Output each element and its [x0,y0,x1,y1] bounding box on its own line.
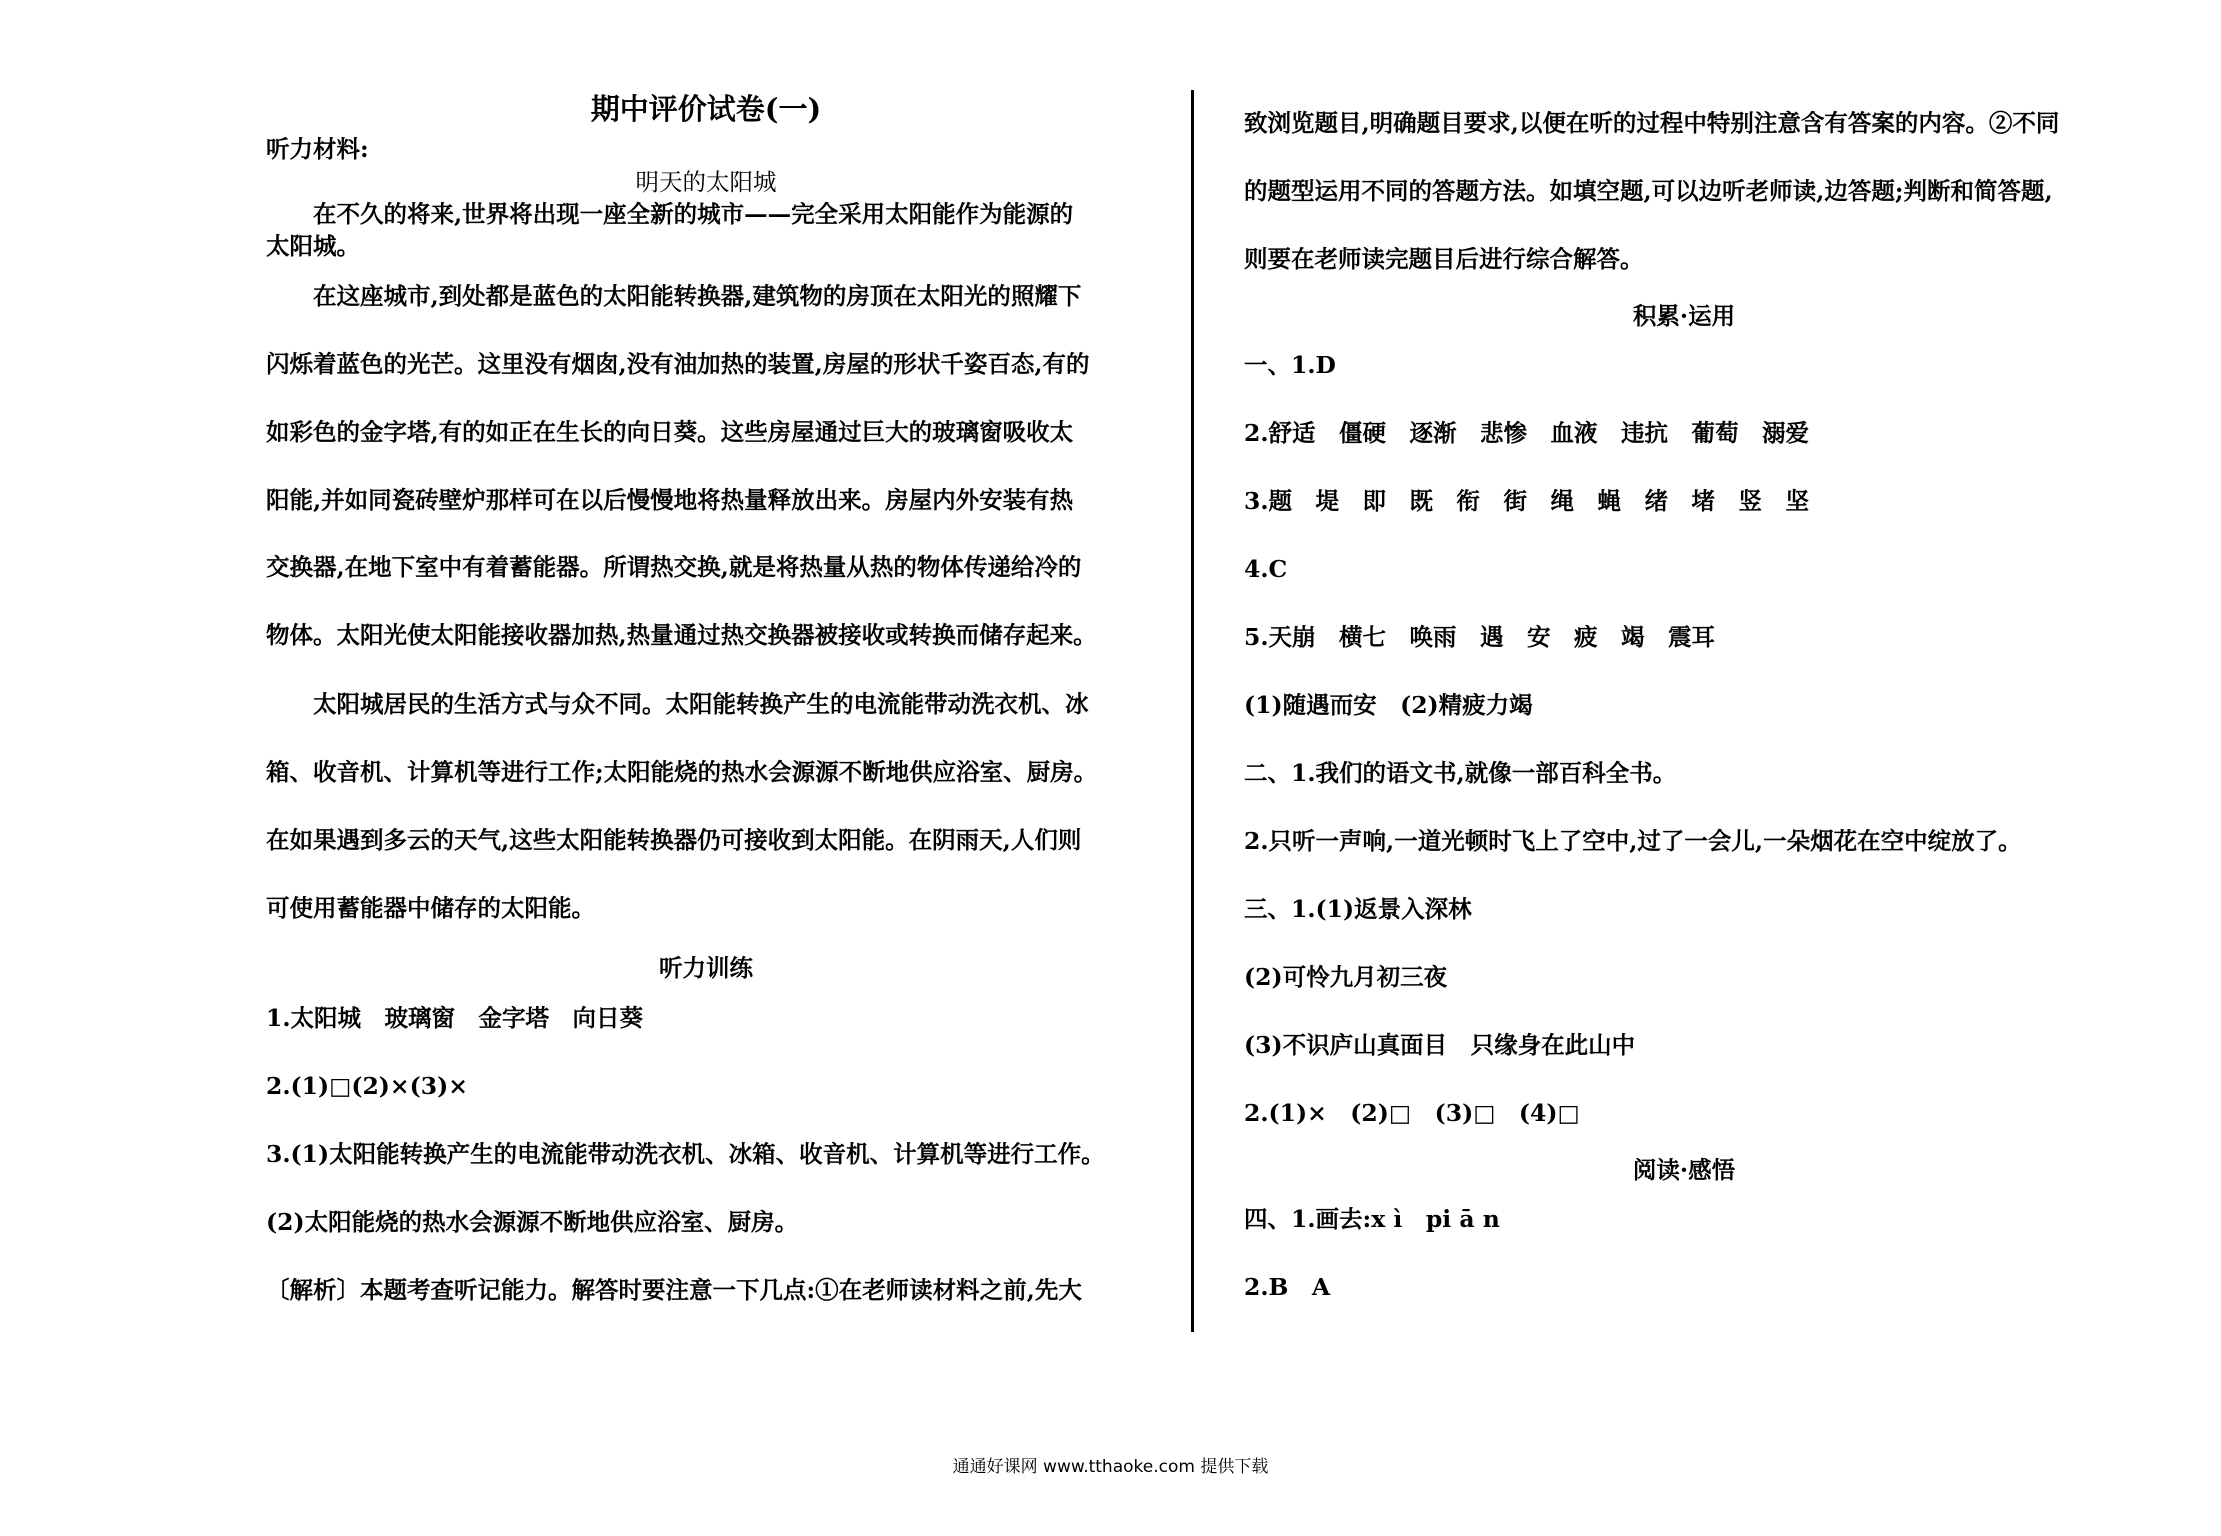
continued-line: 致浏览题目,明确题目要求,以便在听的过程中特别注意含有答案的内容。②不同 [1244,109,2060,137]
answer-line: 3.(1)太阳能转换产生的电流能带动洗衣机、冰箱、收音机、计算机等进行工作。 [266,1140,1105,1168]
answer-line: 2.B A [1244,1273,1331,1301]
passage-line: 如彩色的金字塔,有的如正在生长的向日葵。这些房屋通过巨大的玻璃窗吸收太 [266,418,1074,446]
section-heading-listening: 听力训练 [659,954,753,982]
answer-line: 〔解析〕本题考查听记能力。解答时要注意一下几点:①在老师读材料之前,先大 [266,1276,1082,1304]
footer-credit: 通通好课网 www.tthaoke.com 提供下载 [952,1457,1269,1477]
answer-line: (3)不识庐山真面目 只缘身在此山中 [1244,1031,1636,1059]
answer-line: 一、1.D [1244,351,1336,379]
section-heading-reading: 阅读·感悟 [1632,1156,1736,1184]
answer-line: 四、1.画去:x ì pi ā n [1244,1205,1500,1233]
passage-line: 可使用蓄能器中储存的太阳能。 [266,894,595,922]
answer-line: 4.C [1244,555,1288,583]
passage-line: 太阳城。 [266,232,360,260]
answer-line: (1)随遇而安 (2)精疲力竭 [1244,691,1533,719]
answer-line: 5.天崩 横七 唤雨 遇 安 疲 竭 震耳 [1244,623,1716,651]
answer-line: 2.只听一声响,一道光顿时飞上了空中,过了一会儿,一朵烟花在空中绽放了。 [1244,827,2022,855]
answer-line: 三、1.(1)返景入深林 [1244,895,1472,923]
passage-line: 在这座城市,到处都是蓝色的太阳能转换器,建筑物的房顶在太阳光的照耀下 [266,282,1082,310]
page-title: 期中评价试卷(一) [590,92,822,126]
passage-line: 在如果遇到多云的天气,这些太阳能转换器仍可接收到太阳能。在阴雨天,人们则 [266,826,1082,854]
answer-line: 1.太阳城 玻璃窗 金字塔 向日葵 [266,1004,644,1032]
passage-line: 阳能,并如同瓷砖壁炉那样可在以后慢慢地将热量释放出来。房屋内外安装有热 [266,486,1074,514]
column-divider [1191,90,1194,1332]
passage-line: 闪烁着蓝色的光芒。这里没有烟囱,没有油加热的装置,房屋的形状千姿百态,有的 [266,350,1090,378]
continued-line: 则要在老师读完题目后进行综合解答。 [1244,245,1644,273]
material-label: 听力材料: [266,135,369,163]
passage-line: 箱、收音机、计算机等进行工作;太阳能烧的热水会源源不断地供应浴室、厨房。 [266,758,1098,786]
answer-line: (2)太阳能烧的热水会源源不断地供应浴室、厨房。 [266,1208,799,1236]
passage-line: 太阳城居民的生活方式与众不同。太阳能转换产生的电流能带动洗衣机、冰 [266,690,1089,718]
passage-title: 明天的太阳城 [635,168,777,196]
answer-line: 2.舒适 僵硬 逐渐 悲惨 血液 违抗 葡萄 溺爱 [1244,419,1810,447]
passage-line: 物体。太阳光使太阳能接收器加热,热量通过热交换器被接收或转换而储存起来。 [266,621,1097,649]
answer-line: (2)可怜九月初三夜 [1244,963,1448,991]
passage-line: 在不久的将来,世界将出现一座全新的城市——完全采用太阳能作为能源的 [266,200,1074,228]
answer-line: 2.(1)□(2)×(3)× [266,1072,468,1100]
section-heading-accumulate: 积累·运用 [1632,302,1736,330]
answer-line: 2.(1)× (2)□ (3)□ (4)□ [1244,1099,1580,1127]
continued-line: 的题型运用不同的答题方法。如填空题,可以边听老师读,边答题;判断和简答题, [1244,177,2053,205]
passage-line: 交换器,在地下室中有着蓄能器。所谓热交换,就是将热量从热的物体传递给冷的 [266,553,1082,581]
answer-line: 二、1.我们的语文书,就像一部百科全书。 [1244,759,1677,787]
answer-line: 3.题 堤 即 既 衔 街 绳 蝇 绪 堵 竖 坚 [1244,487,1810,515]
